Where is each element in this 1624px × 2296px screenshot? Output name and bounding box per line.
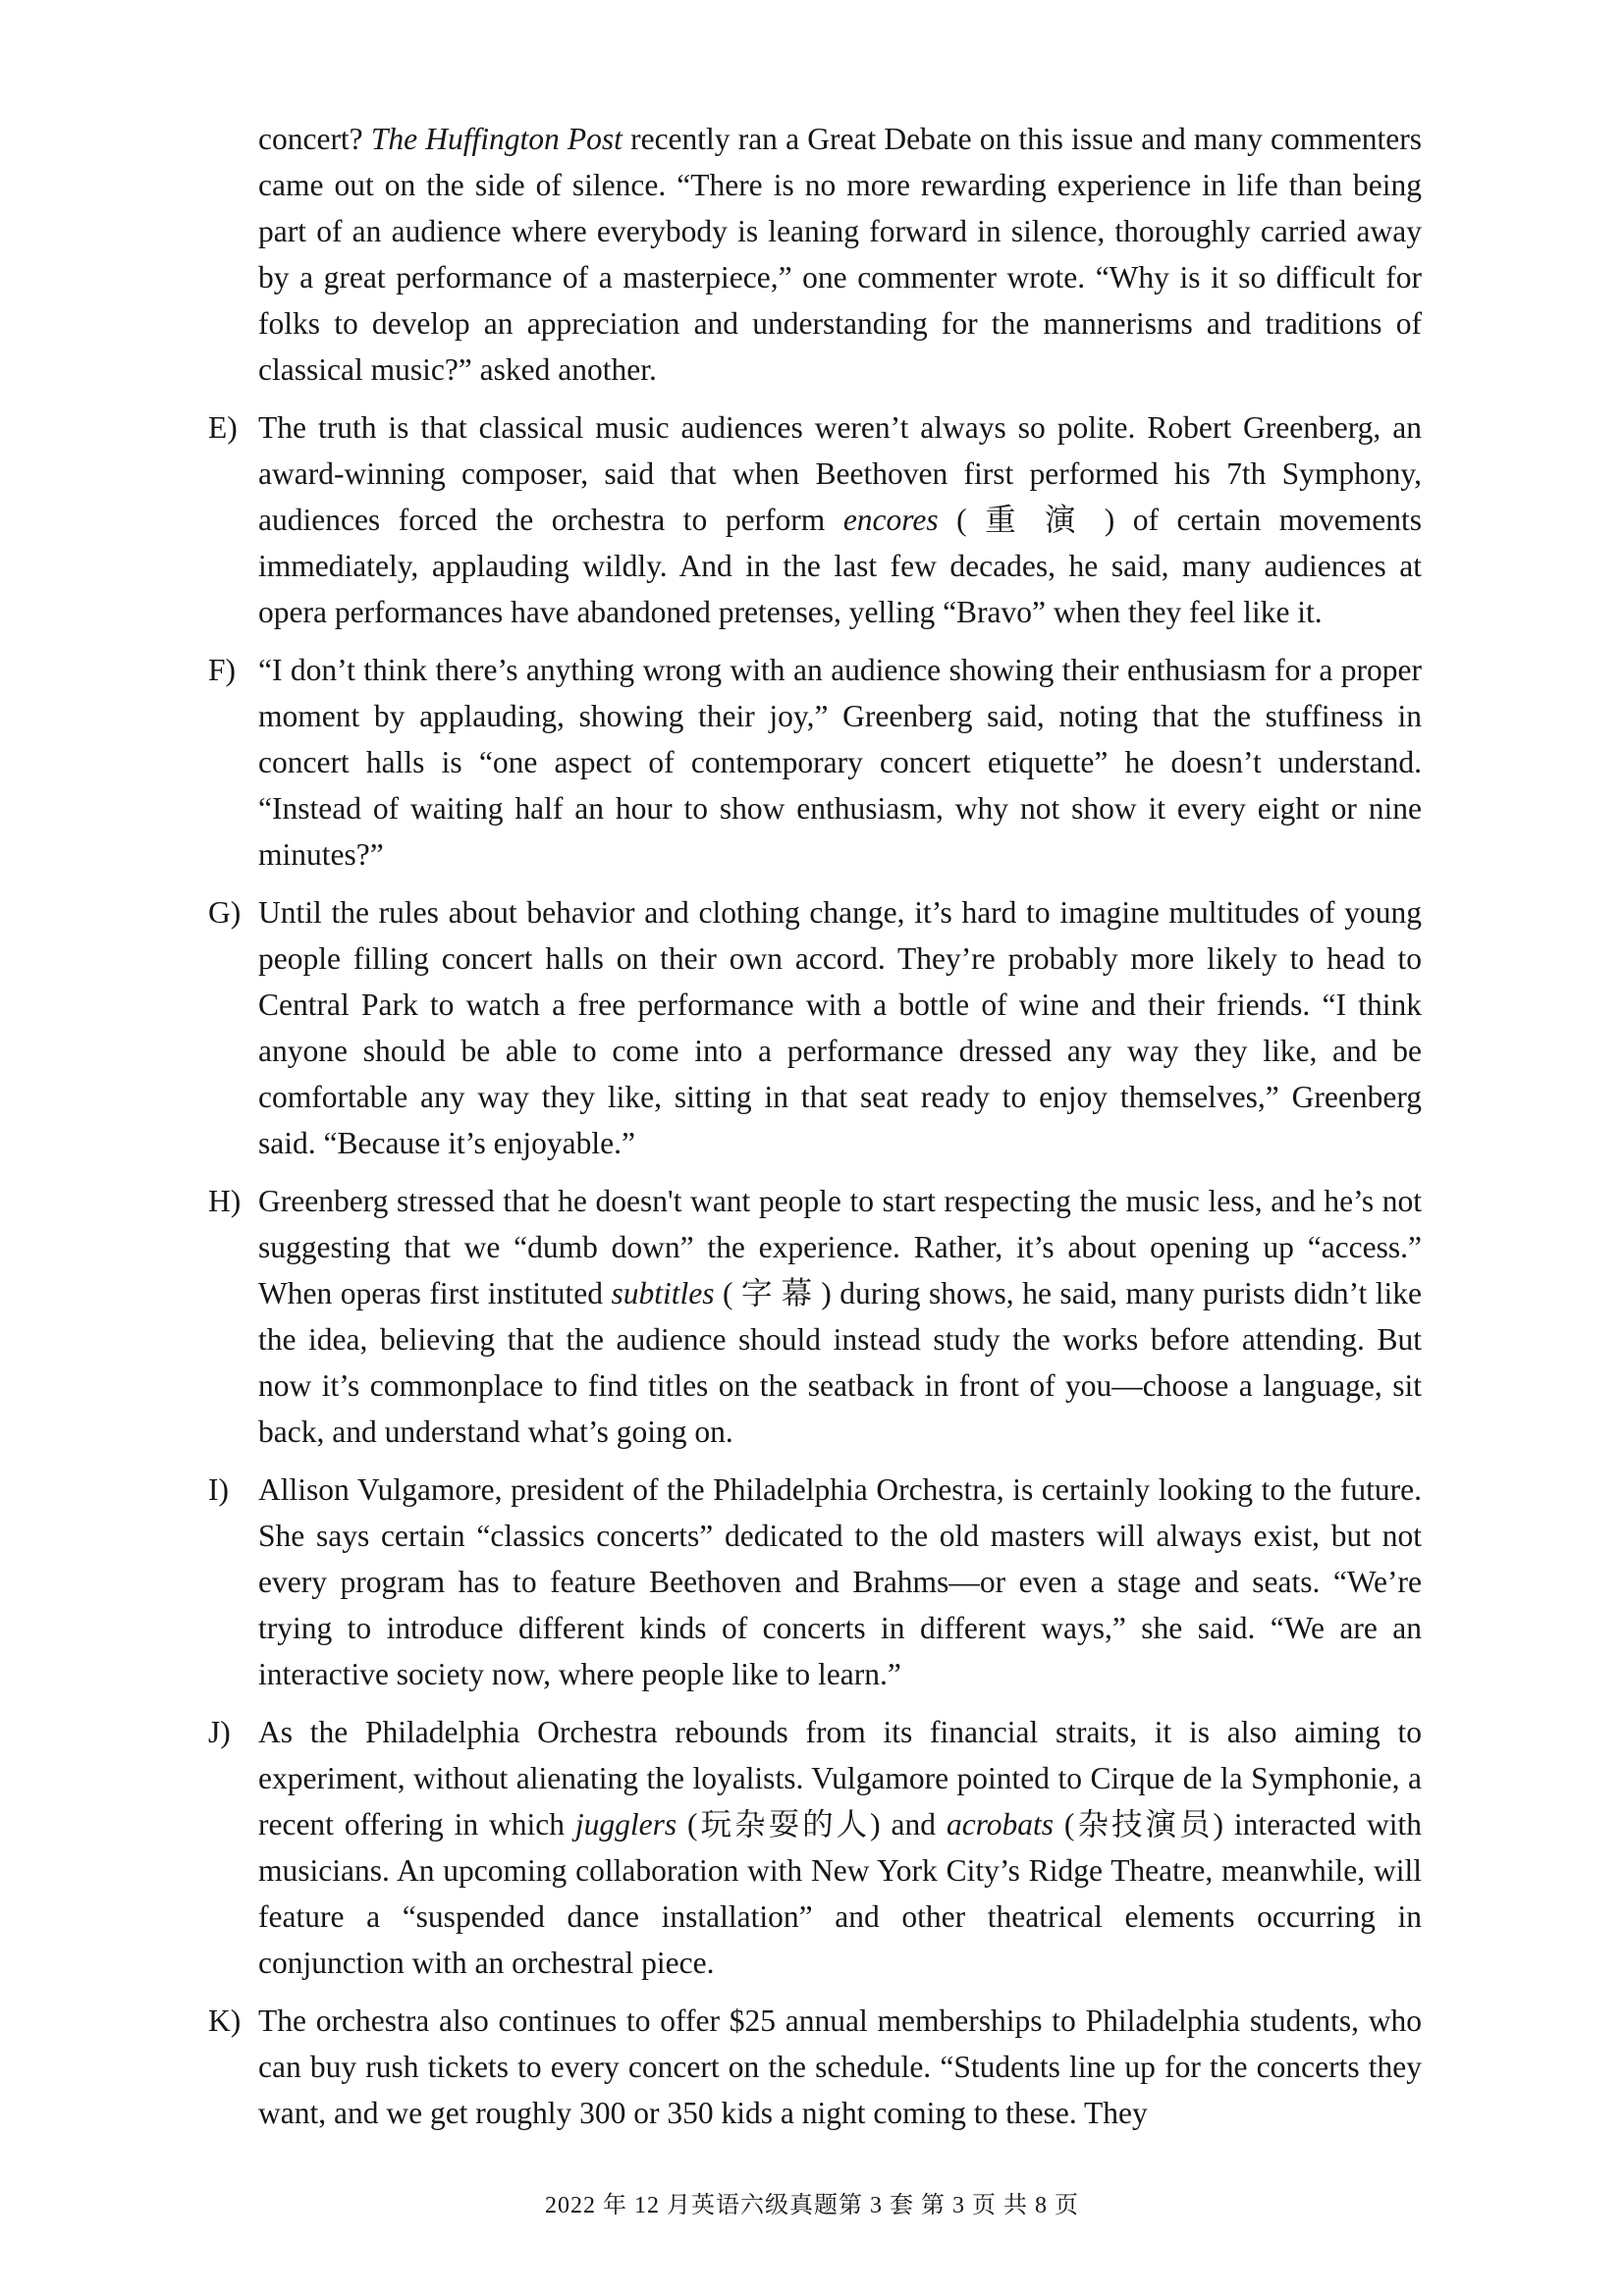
paragraph-label: K): [208, 2003, 242, 2038]
paragraph-text: The orchestra also continues to offer $25 annual memberships to Philadelphia students, who can buy rush tickets to every concert on the schedule. “Students line up for the concerts they want, and we get roughly 300 or 350 kids a night coming to these. They: [258, 2003, 1422, 2130]
paragraph-h: [208, 1178, 1422, 1455]
paragraph-text: Greenberg stressed that he doesn't want people to start respecting the music less, and he’s not suggesting that we “dumb down” the experience. Rather, it’s about opening up “access.” When operas first instituted: [258, 1184, 1422, 1310]
paragraph-text: ( 字 幕 ) during shows, he said, many purists didn’t like the idea, believing that the audience should instead study the works before attending. But now it’s commonplace to find titles on the seatback in front of you—choose a language, sit back, and understand what’s going on.: [258, 1276, 1422, 1449]
paragraph-label: I): [208, 1472, 229, 1507]
paragraph-text: concert?: [258, 122, 371, 156]
italic-term: encores: [842, 503, 939, 537]
paragraph-text: (杂技演员) interacted with musicians. An upcoming collaboration with New York City’s Ridge Theatre, meanwhile, will feature a “suspended dance installation” and other theatrical elements occurring in conjunction with an orchestral piece.: [258, 1807, 1422, 1980]
paragraph-label: E): [208, 410, 238, 445]
paragraph-text: “I don’t think there’s anything wrong with an audience showing their enthusiasm for a proper moment by applauding, showing their joy,” Greenberg said, noting that the stuffiness in concert halls is “one aspect of contemporary concert etiquette” he doesn’t understand. “Instead of waiting half an hour to show enthusiasm, why not show it every eight or nine minutes?”: [258, 653, 1422, 872]
paragraph-text: Until the rules about behavior and clothing change, it’s hard to imagine multitudes of young people filling concert halls on their own accord. They’re probably more likely to head to Central Park to watch a free performance with a bottle of wine and their friends. “I think anyone should be able to come into a performance dressed any way they like, and be comfortable any way they like, sitting in that seat ready to enjoy themselves,” Greenberg said. “Because it’s enjoyable.”: [258, 895, 1422, 1160]
paragraph-text: As the Philadelphia Orchestra rebounds from its financial straits, it is also aiming to experiment, without alienating the loyalists. Vulgamore pointed to Cirque de la Symphonie, a recent offering in which: [258, 1715, 1422, 1842]
paragraph-f: [208, 647, 1422, 878]
passage-body: [208, 116, 1422, 2148]
paragraph-j: [208, 1709, 1422, 1986]
paragraph-g: [208, 889, 1422, 1166]
italic-term: subtitles: [611, 1276, 715, 1310]
paragraph-label: J): [208, 1715, 231, 1749]
paragraph-text: Allison Vulgamore, president of the Philadelphia Orchestra, is certainly looking to the future. She says certain “classics concerts” dedicated to the old masters will always exist, but not every program has to feature Beethoven and Brahms—or even a stage and seats. “We’re trying to introduce different kinds of concerts in different ways,” she said. “We are an interactive society now, where people like to learn.”: [258, 1472, 1422, 1691]
paragraph-label: G): [208, 895, 242, 930]
italic-term: acrobats: [946, 1807, 1055, 1842]
paragraph-e: [208, 404, 1422, 635]
paragraph-text: (玩杂耍的人) and: [677, 1807, 947, 1842]
paragraph-text: recently ran a Great Debate on this issue and many commenters came out on the side of silence. “There is no more rewarding experience in life than being part of an audience where everybody is leaning forward in silence, thoroughly carried away by a great performance of a masterpiece,” one commenter wrote. “Why is it so difficult for folks to develop an appreciation and understanding for the mannerisms and traditions of classical music?” asked another.: [258, 122, 1422, 387]
paragraph-text: ( 重 演 ) of certain movements immediately, applauding wildly. And in the last few decades, he said, many audiences at opera performances have abandoned pretenses, yelling “Bravo” when they feel like it.: [258, 503, 1422, 629]
paragraph-label: H): [208, 1184, 242, 1218]
italic-term: jugglers: [574, 1807, 677, 1842]
paragraph-continued: [208, 116, 1422, 393]
paragraph-k: [208, 1998, 1422, 2136]
paragraph-i: [208, 1467, 1422, 1697]
paragraph-label: F): [208, 653, 237, 687]
italic-term: The Huffington Post: [370, 122, 623, 156]
page-footer: 2022 年 12 月英语六级真题第 3 套 第 3 页 共 8 页: [545, 2193, 1079, 2218]
paragraph-text: The truth is that classical music audiences weren’t always so polite. Robert Greenberg, an award-winning composer, said that when Beethoven first performed his 7th Symphony, audiences forced the orchestra to perform: [258, 410, 1422, 537]
